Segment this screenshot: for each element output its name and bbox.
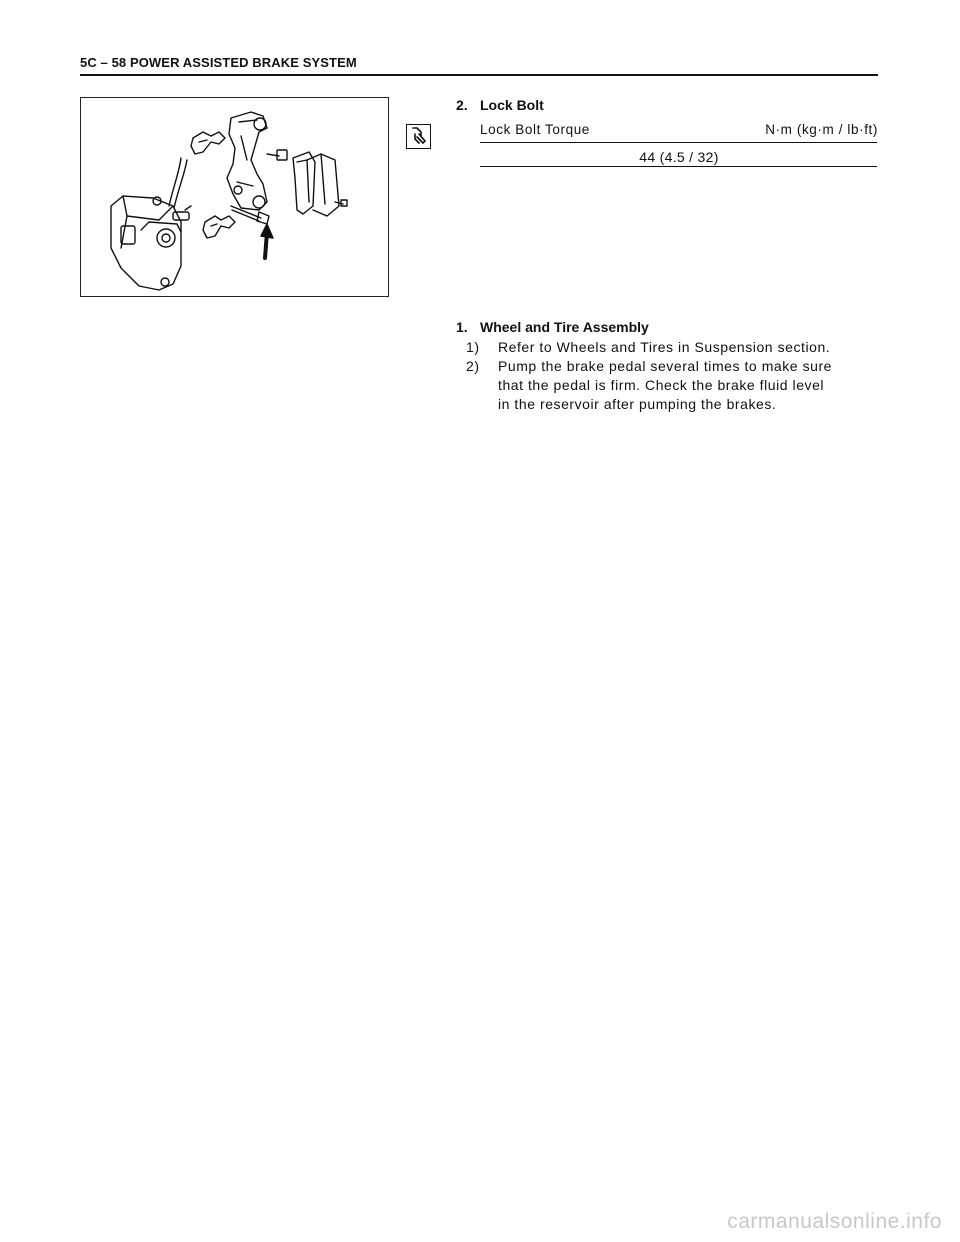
torque-wrench-icon	[406, 124, 431, 149]
caliper-figure	[80, 97, 389, 297]
spec-value: 44 (4.5 / 32)	[639, 149, 719, 165]
spec-header-row	[480, 122, 878, 137]
spec-rule-top	[480, 142, 877, 143]
item-number: 2.	[456, 97, 468, 113]
watermark: carmanualsonline.info	[727, 1210, 942, 1233]
spec-rule-bottom	[480, 166, 877, 167]
step-text: Refer to Wheels and Tires in Suspension section.	[498, 339, 831, 355]
step-2	[466, 358, 832, 374]
step-number: 1)	[466, 339, 480, 355]
spec-label: Lock Bolt Torque	[480, 122, 590, 137]
page-header: 5C – 58 POWER ASSISTED BRAKE SYSTEM	[80, 55, 357, 70]
step-text: Pump the brake pedal several times to make sure	[498, 358, 832, 374]
step-1	[466, 339, 830, 355]
header-rule	[80, 74, 878, 76]
item-title: Lock Bolt	[480, 97, 544, 113]
item-number: 1.	[456, 319, 468, 335]
section-lock-bolt-title	[456, 97, 544, 113]
section-wheel-title	[456, 319, 649, 335]
step-2-line-2: that the pedal is firm. Check the brake fluid level	[498, 377, 825, 393]
brake-caliper-exploded-illustration	[81, 98, 389, 297]
step-number: 2)	[466, 358, 480, 374]
item-title: Wheel and Tire Assembly	[480, 319, 649, 335]
step-2-line-3: in the reservoir after pumping the brakes.	[498, 396, 777, 412]
spec-unit: N·m (kg·m / lb·ft)	[765, 122, 878, 137]
